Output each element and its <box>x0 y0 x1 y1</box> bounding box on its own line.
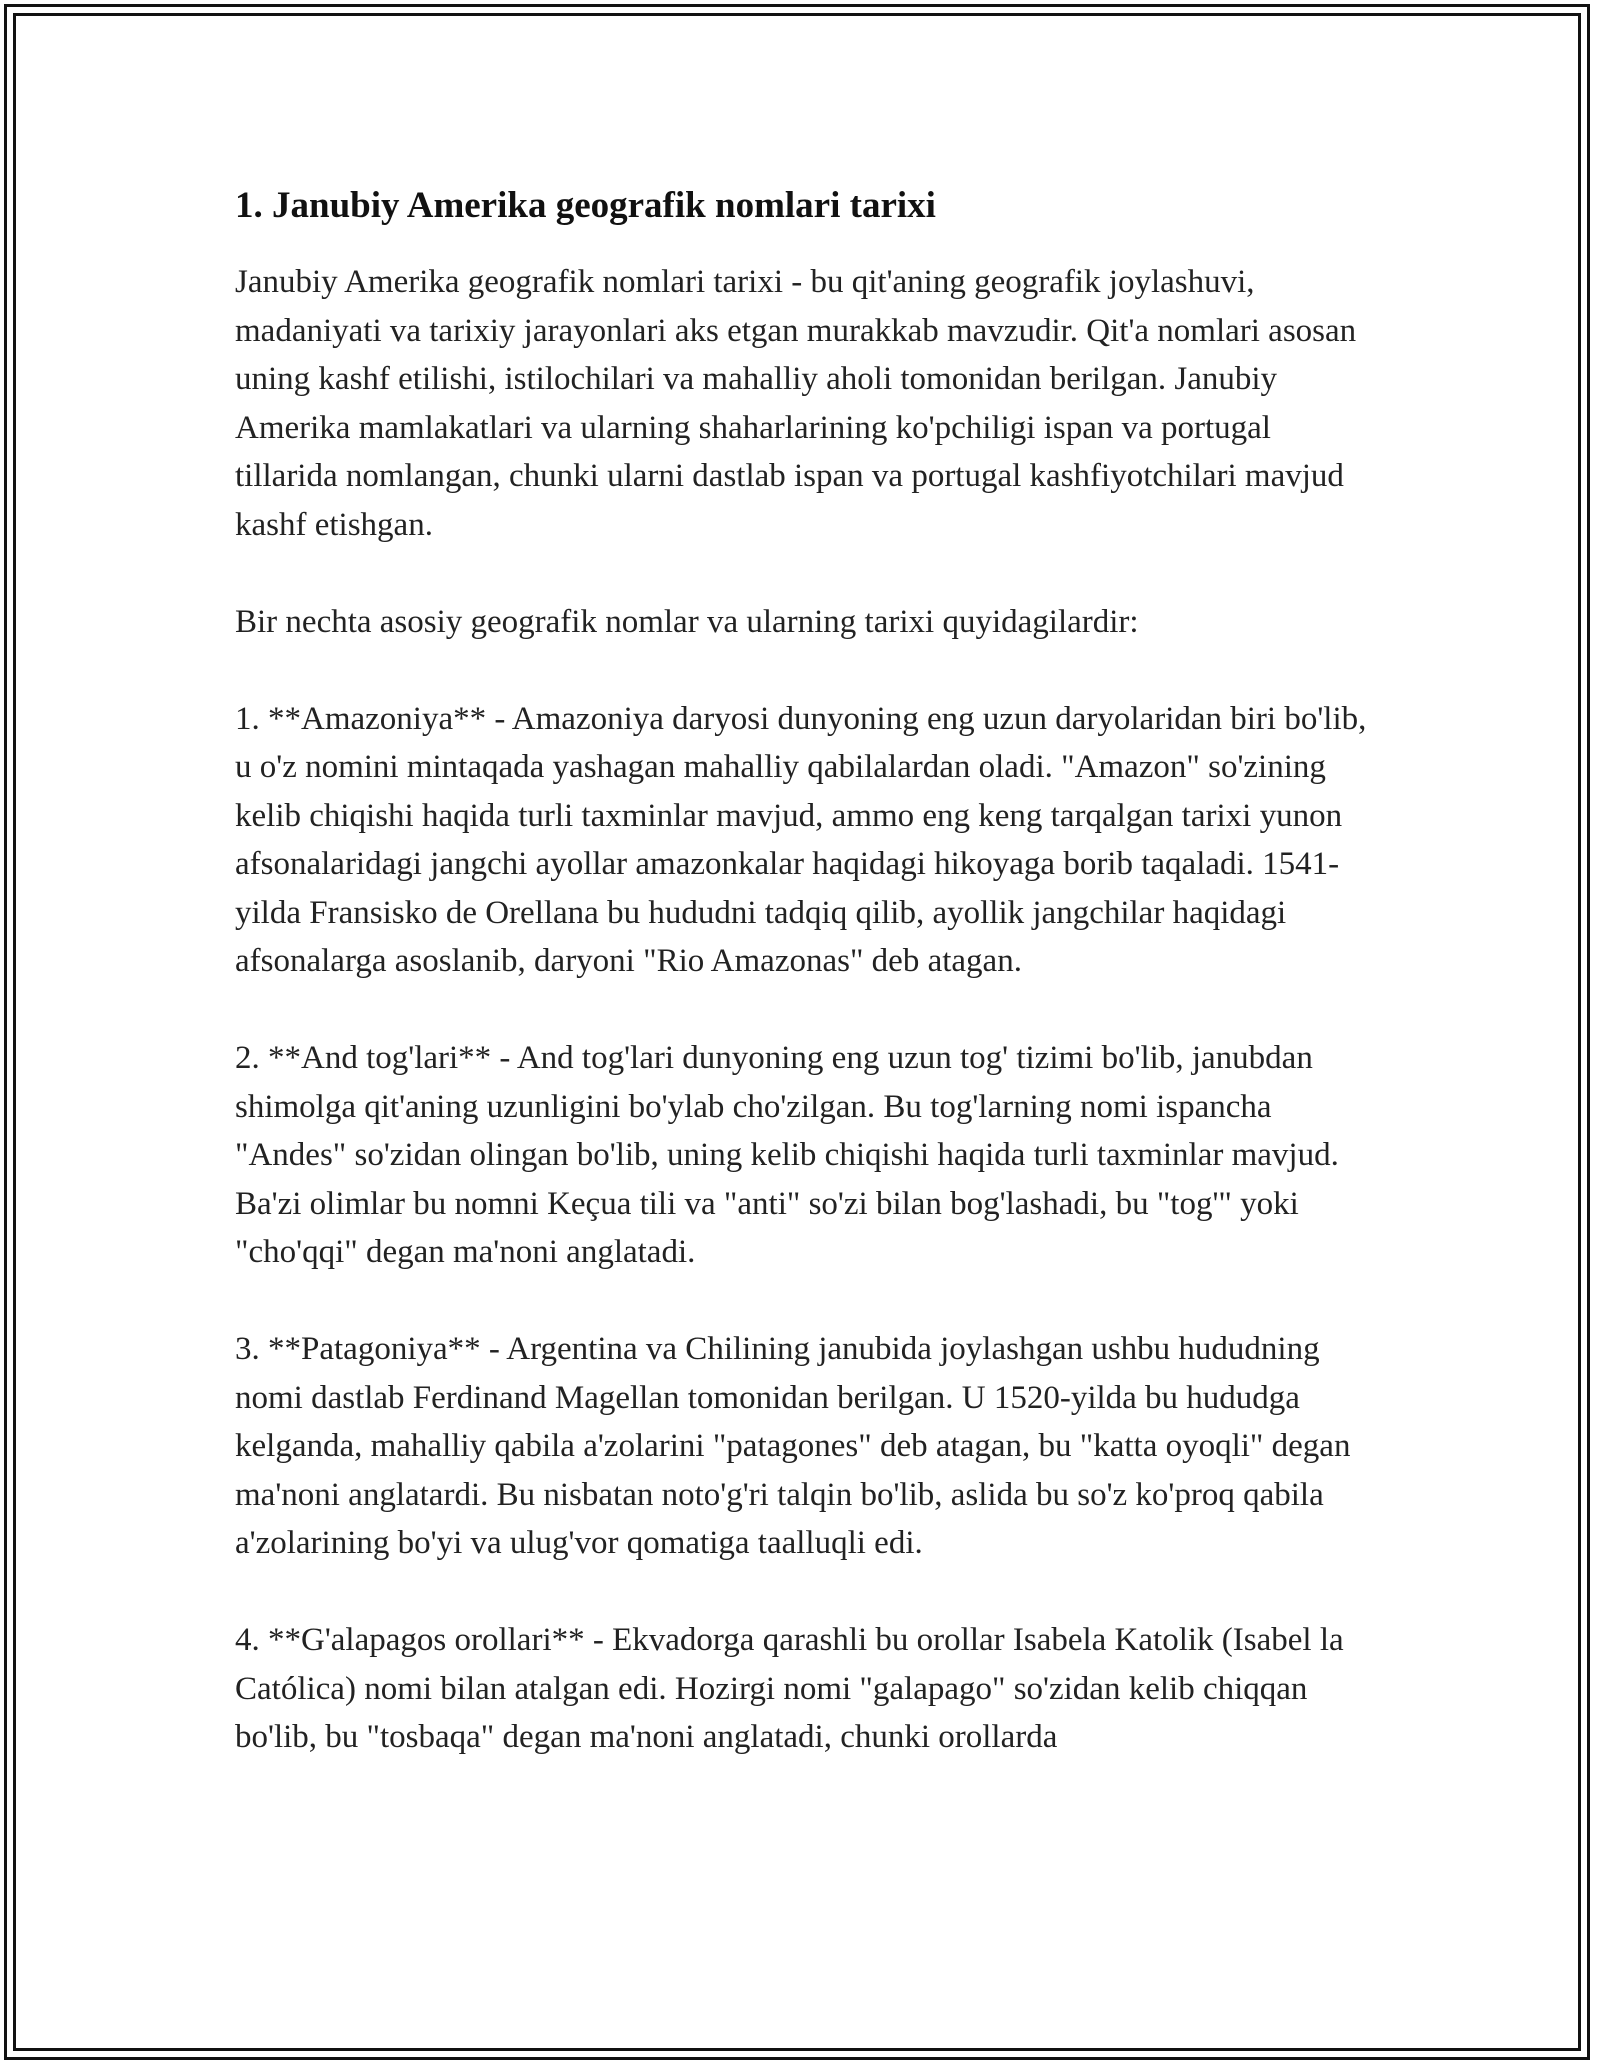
document-title: 1. Janubiy Amerika geografik nomlari tarixi <box>235 185 936 226</box>
paragraph-and-toglari: 2. **And tog'lari** - And tog'lari dunyoning eng uzun tog' tizimi bo'lib, janubdan shimolga qit'aning uzunligini bo'ylab cho'zilgan. Bu tog'larning nomi ispancha "Andes" so'zidan olingan bo'lib, uning kelib chiqishi haqida turli taxminlar mavjud. Ba'zi olimlar bu nomni Keçua tili va "anti" so'zi bilan bog'lashadi, bu "tog'" yoki "cho'qqi" degan ma'noni anglatadi. <box>235 1040 1339 1271</box>
paragraph-intro: Janubiy Amerika geografik nomlari tarixi - bu qit'aning geografik joylashuvi, madaniyati va tarixiy jarayonlari aks etgan murakkab mavzudir. Qit'a nomlari asosan uning kashf etilishi, istilochilari va mahalliy aholi tomonidan berilgan. Janubiy Amerika mamlakatlari va ularning shaharlarining ko'pchiligi ispan va portugal tillarida nomlangan, chunki ularni dastlab ispan va portugal kashfiyotchilari mavjud kashf etishgan. <box>235 264 1357 543</box>
paragraph-list-lead: Bir nechta asosiy geografik nomlar va ularning tarixi quyidagilardir: <box>235 603 1139 640</box>
paragraph-galapagos: 4. **G'alapagos orollari** - Ekvadorga qarashli bu orollar Isabela Katolik (Isabel la Católica) nomi bilan atalgan edi. Hozirgi nomi "galapago" so'zidan kelib chiqqan bo'lib, bu "tosbaqa" degan ma'noni anglatadi, chunki orollarda <box>235 1622 1344 1756</box>
paragraph-amazoniya: 1. **Amazoniya** - Amazoniya daryosi dunyoning eng uzun daryolaridan biri bo'lib, u o'z nomini mintaqada yashagan mahalliy qabilalardan oladi. "Amazon" so'zining kelib chiqishi haqida turli taxminlar mavjud, ammo eng keng tarqalgan tarixi yunon afsonalaridagi jangchi ayollar amazonkalar haqidagi hikoyaga borib taqaladi. 1541-yilda Fransisko de Orellana bu hududni tadqiq qilib, ayollik jangchilar haqidagi afsonalarga asoslanib, daryoni "Rio Amazonas" deb atagan. <box>235 700 1367 980</box>
document-body <box>235 182 1370 1810</box>
paragraph-patagoniya: 3. **Patagoniya** - Argentina va Chilining janubida joylashgan ushbu hududning nomi dastlab Ferdinand Magellan tomonidan berilgan. U 1520-yilda bu hududga kelganda, mahalliy qabila a'zolarini "patagones" deb atagan, bu "katta oyoqli" degan ma'noni anglatardi. Bu nisbatan noto'g'ri talqin bo'lib, aslida bu so'z ko'proq qabila a'zolarining bo'yi va ulug'vor qomatiga taalluqli edi. <box>235 1331 1351 1562</box>
